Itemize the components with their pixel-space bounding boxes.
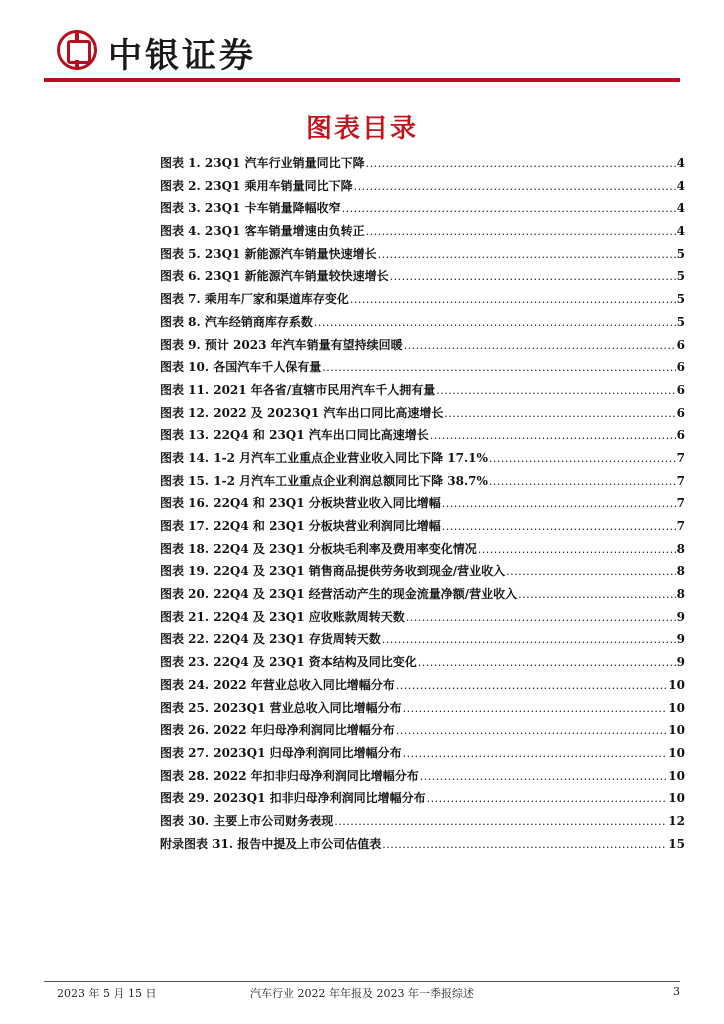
toc-entry-page: 6 xyxy=(676,382,685,397)
toc-entry-label: 图表 3. 23Q1 卡车销量降幅收窄 xyxy=(160,201,341,216)
toc-entry-label: 图表 28. 2022 年扣非归母净利润同比增幅分布 xyxy=(160,768,419,783)
toc-entry-page: 4 xyxy=(676,224,685,239)
toc-entry[interactable] xyxy=(160,447,685,470)
toc-entry-page: 10 xyxy=(668,700,685,715)
toc-entry[interactable] xyxy=(160,697,685,720)
toc-leader-dots xyxy=(366,152,676,176)
toc-leader-dots xyxy=(442,492,676,516)
toc-entry[interactable] xyxy=(160,538,685,561)
footer-date: 2023 年 5 月 15 日 xyxy=(57,987,157,1000)
brand-name: 中银证券 xyxy=(108,36,256,76)
toc-leader-dots xyxy=(342,197,676,221)
toc-entry[interactable] xyxy=(160,356,685,379)
toc-leader-dots xyxy=(350,288,676,312)
toc-entry-page: 6 xyxy=(676,428,685,443)
toc-entry-label: 图表 2. 23Q1 乘用车销量同比下降 xyxy=(160,178,353,193)
footer-page-number: 3 xyxy=(673,985,680,998)
toc-leader-dots xyxy=(354,175,676,199)
toc-entry-label: 图表 1. 23Q1 汽车行业销量同比下降 xyxy=(160,156,365,170)
toc-entry-page: 10 xyxy=(668,677,685,692)
toc-entry-label: 图表 4. 23Q1 客车销量增速由负转正 xyxy=(160,224,365,239)
toc-leader-dots xyxy=(506,560,675,584)
toc-entry-page: 7 xyxy=(676,473,685,488)
toc-entry[interactable] xyxy=(160,810,685,833)
toc-leader-dots xyxy=(382,833,667,857)
bank-of-china-logo-icon xyxy=(57,30,97,70)
toc-entry-label: 图表 27. 2023Q1 归母净利润同比增幅分布 xyxy=(160,745,402,760)
toc-entry-label: 图表 17. 22Q4 和 23Q1 分板块营业利润同比增幅 xyxy=(160,519,441,533)
toc-leader-dots xyxy=(366,220,676,244)
toc-leader-dots xyxy=(404,334,676,358)
toc-entry-page: 10 xyxy=(668,745,685,760)
toc-entry-label: 图表 25. 2023Q1 营业总收入同比增幅分布 xyxy=(160,700,402,715)
toc-entry[interactable] xyxy=(160,152,685,175)
toc-entry-page: 5 xyxy=(676,246,685,261)
toc-leader-dots xyxy=(403,742,668,766)
footer-rule xyxy=(44,981,680,982)
toc-entry-page: 6 xyxy=(676,405,685,420)
toc-entry-label: 图表 6. 23Q1 新能源汽车销量较快速增长 xyxy=(160,269,389,284)
toc-leader-dots xyxy=(403,697,668,721)
header-rule xyxy=(44,78,680,82)
toc-entry-label: 图表 22. 22Q4 及 23Q1 存货周转天数 xyxy=(160,632,381,647)
toc-entry-label: 图表 21. 22Q4 及 23Q1 应收账款周转天数 xyxy=(160,609,405,624)
toc-entry[interactable] xyxy=(160,515,685,538)
toc-entry-label: 图表 19. 22Q4 及 23Q1 销售商品提供劳务收到现金/营业收入 xyxy=(160,564,506,579)
toc-entry[interactable] xyxy=(160,220,685,243)
toc-entry-label: 图表 12. 2022 及 2023Q1 汽车出口同比高速增长 xyxy=(160,405,444,420)
toc-leader-dots xyxy=(489,447,676,471)
toc-entry-page: 9 xyxy=(676,609,685,624)
toc-leader-dots xyxy=(444,402,675,426)
toc-entry[interactable] xyxy=(160,379,685,402)
toc-entry-label: 附录图表 31. 报告中提及上市公司估值表 xyxy=(160,836,382,851)
toc-entry-page: 9 xyxy=(676,632,685,647)
toc-entry-page: 4 xyxy=(676,201,685,216)
toc-entry-page: 8 xyxy=(676,564,685,579)
toc-entry-page: 8 xyxy=(676,587,685,602)
toc-entry-page: 10 xyxy=(668,723,685,738)
toc-leader-dots xyxy=(442,515,676,539)
toc-entry[interactable] xyxy=(160,288,685,311)
toc-entry[interactable] xyxy=(160,175,685,198)
toc-leader-dots xyxy=(418,651,676,675)
toc-entry-label: 图表 16. 22Q4 和 23Q1 分板块营业收入同比增幅 xyxy=(160,496,441,511)
toc-leader-dots xyxy=(382,628,676,652)
toc-entry[interactable] xyxy=(160,628,685,651)
toc-entry[interactable] xyxy=(160,765,685,788)
toc-entry[interactable] xyxy=(160,402,685,425)
toc-entry[interactable] xyxy=(160,651,685,674)
toc-list xyxy=(160,152,685,855)
toc-entry[interactable] xyxy=(160,583,685,606)
toc-leader-dots xyxy=(378,243,676,267)
toc-entry[interactable] xyxy=(160,334,685,357)
toc-entry[interactable] xyxy=(160,424,685,447)
toc-leader-dots xyxy=(396,674,667,698)
toc-entry-label: 图表 5. 23Q1 新能源汽车销量快速增长 xyxy=(160,246,377,261)
toc-entry-page: 7 xyxy=(676,519,685,533)
toc-entry-label: 图表 29. 2023Q1 扣非归母净利润同比增幅分布 xyxy=(160,791,426,806)
toc-leader-dots xyxy=(489,470,676,494)
toc-entry[interactable] xyxy=(160,606,685,629)
toc-title: 图表目录 xyxy=(305,114,418,144)
toc-entry-page: 12 xyxy=(668,813,685,828)
toc-entry[interactable] xyxy=(160,719,685,742)
toc-leader-dots xyxy=(322,356,675,380)
toc-leader-dots xyxy=(390,265,676,289)
toc-entry-label: 图表 24. 2022 年营业总收入同比增幅分布 xyxy=(160,677,395,692)
toc-entry-page: 7 xyxy=(676,450,685,465)
toc-entry[interactable] xyxy=(160,470,685,493)
toc-entry-label: 图表 7. 乘用车厂家和渠道库存变化 xyxy=(160,292,349,307)
toc-entry[interactable] xyxy=(160,243,685,266)
toc-entry[interactable] xyxy=(160,674,685,697)
toc-entry-label: 图表 15. 1-2 月汽车工业重点企业利润总额同比下降 38.7% xyxy=(160,473,488,488)
toc-entry-label: 图表 9. 预计 2023 年汽车销量有望持续回暖 xyxy=(160,337,403,352)
toc-entry-label: 图表 23. 22Q4 及 23Q1 资本结构及同比变化 xyxy=(160,655,417,670)
toc-entry-page: 10 xyxy=(668,791,685,806)
toc-entry-page: 8 xyxy=(676,541,685,556)
toc-entry[interactable] xyxy=(160,492,685,515)
toc-entry-page: 5 xyxy=(676,314,685,329)
toc-entry-page: 10 xyxy=(668,768,685,783)
toc-entry-page: 6 xyxy=(676,360,685,375)
toc-entry-page: 7 xyxy=(676,496,685,511)
toc-entry-page: 4 xyxy=(676,156,685,170)
toc-entry-page: 6 xyxy=(676,337,685,352)
toc-leader-dots xyxy=(478,538,676,562)
toc-entry-label: 图表 10. 各国汽车千人保有量 xyxy=(160,360,322,375)
footer-report-title: 汽车行业 2022 年年报及 2023 年一季报综述 xyxy=(250,987,474,1000)
toc-entry-label: 图表 18. 22Q4 及 23Q1 分板块毛利率及费用率变化情况 xyxy=(160,541,477,556)
toc-entry[interactable] xyxy=(160,833,685,856)
toc-entry[interactable] xyxy=(160,197,685,220)
toc-entry[interactable] xyxy=(160,265,685,288)
toc-leader-dots xyxy=(427,787,668,811)
toc-entry-page: 15 xyxy=(668,836,685,851)
toc-leader-dots xyxy=(436,379,675,403)
toc-entry-page: 5 xyxy=(676,269,685,284)
toc-entry-label: 图表 13. 22Q4 和 23Q1 汽车出口同比高速增长 xyxy=(160,428,429,443)
toc-leader-dots xyxy=(430,424,676,448)
toc-entry-label: 图表 14. 1-2 月汽车工业重点企业营业收入同比下降 17.1% xyxy=(160,450,488,465)
toc-leader-dots xyxy=(314,311,676,335)
toc-entry[interactable] xyxy=(160,787,685,810)
toc-leader-dots xyxy=(406,606,676,630)
toc-entry-label: 图表 8. 汽车经销商库存系数 xyxy=(160,314,313,329)
toc-entry-page: 5 xyxy=(676,292,685,307)
toc-leader-dots xyxy=(518,583,675,607)
toc-leader-dots xyxy=(334,810,667,834)
toc-entry[interactable] xyxy=(160,742,685,765)
toc-entry-label: 图表 11. 2021 年各省/直辖市民用汽车千人拥有量 xyxy=(160,382,436,397)
toc-entry-page: 4 xyxy=(676,178,685,193)
toc-leader-dots xyxy=(396,719,667,743)
toc-entry[interactable] xyxy=(160,560,685,583)
toc-entry-label: 图表 20. 22Q4 及 23Q1 经营活动产生的现金流量净额/营业收入 xyxy=(160,587,518,602)
toc-entry[interactable] xyxy=(160,311,685,334)
toc-entry-label: 图表 26. 2022 年归母净利润同比增幅分布 xyxy=(160,723,395,738)
page-header xyxy=(0,0,724,82)
toc-leader-dots xyxy=(420,765,667,789)
toc-entry-page: 9 xyxy=(676,655,685,670)
toc-entry-label: 图表 30. 主要上市公司财务表现 xyxy=(160,813,334,828)
